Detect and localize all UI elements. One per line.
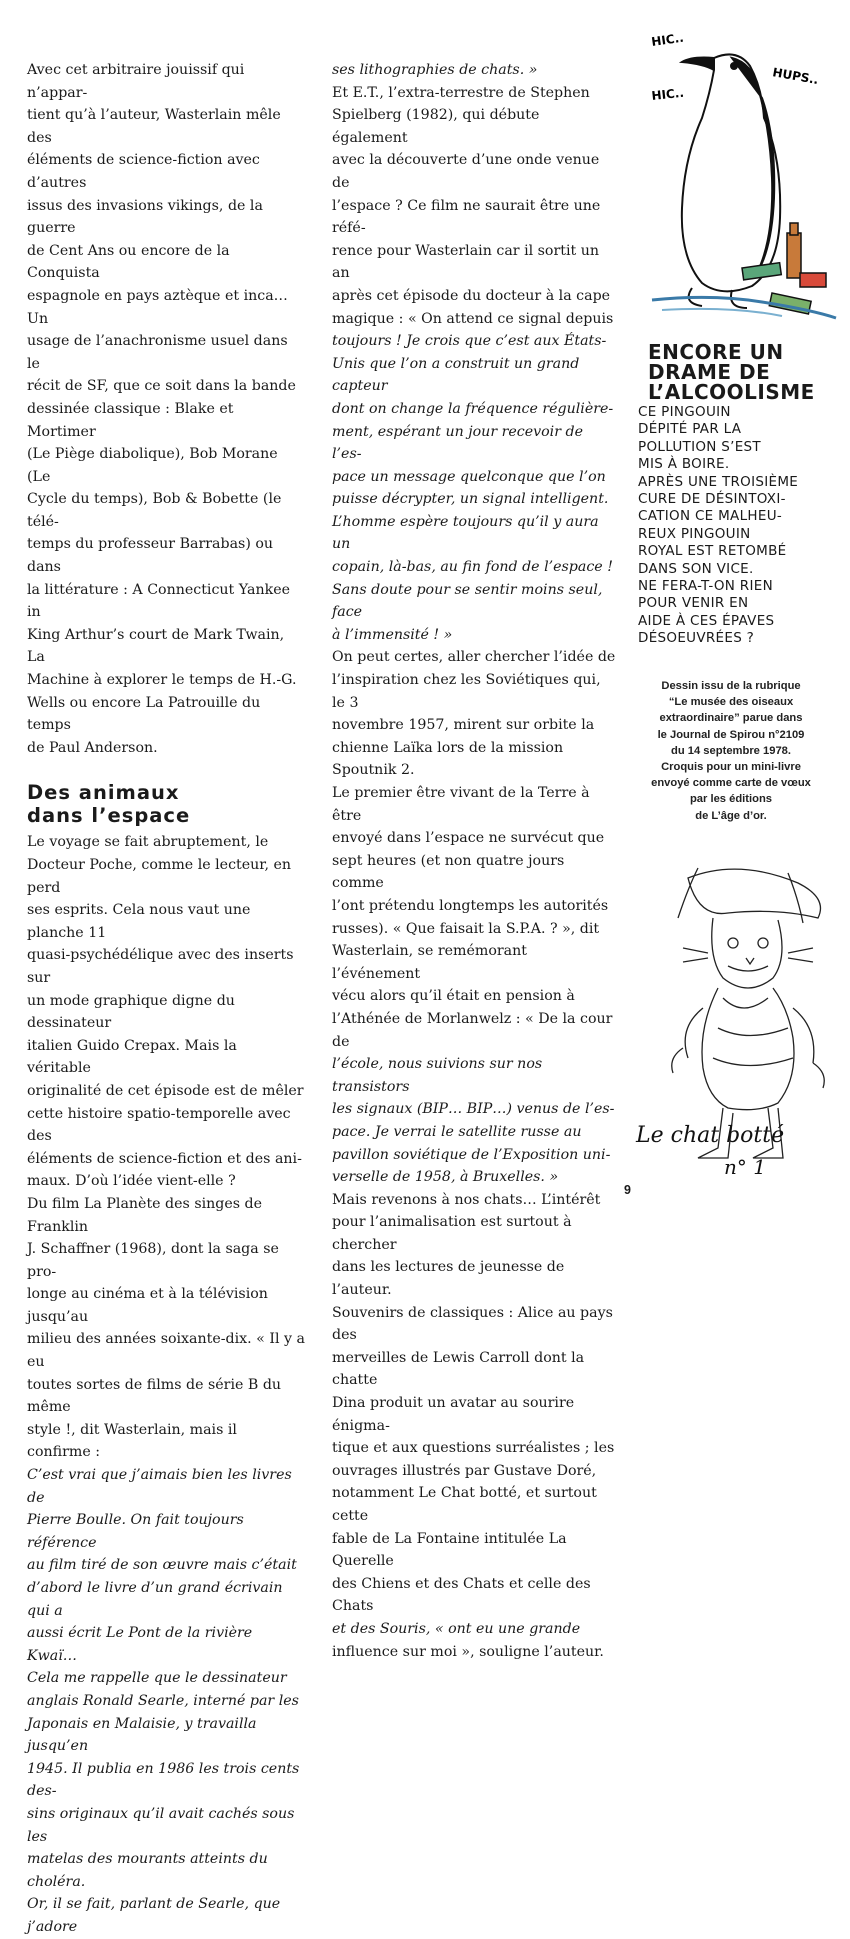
- comic-body-text: [638, 404, 834, 648]
- text-line: influence sur moi », souligne l’auteur.: [332, 1643, 604, 1660]
- text-line: à l’immensité ! »: [332, 626, 453, 643]
- text-line: notamment Le Chat botté, et surtout cette: [332, 1485, 597, 1524]
- text-line: pour l’animalisation est surtout à chercher: [332, 1214, 572, 1253]
- text-line: 1945. Il publia en 1986 les trois cents des-: [27, 1760, 300, 1800]
- comic-line: MIS À BOIRE.: [638, 456, 730, 473]
- text-line: avec la découverte d’une onde venue de: [332, 152, 600, 191]
- comic-line: APRÈS UNE TROISIÈME: [638, 473, 799, 490]
- text-line: Le voyage se fait abruptement, le: [27, 834, 269, 851]
- text-line: l’école, nous suivions sur nos transistors: [332, 1056, 543, 1095]
- text-line: russes). « Que faisait la S.P.A. ? », dit: [332, 920, 600, 937]
- text-line: éléments de science-fiction avec d’autres: [27, 152, 260, 191]
- text-line: ses lithographies de chats. »: [332, 62, 538, 78]
- text-line: Pierre Boulle. On fait toujours référence: [27, 1512, 244, 1551]
- comic-title: [648, 342, 838, 402]
- caption-line: du 14 septembre 1978.: [670, 744, 791, 757]
- text-line: chienne Laïka lors de la mission Spoutnik 2.: [332, 739, 564, 779]
- text-line: de Paul Anderson.: [27, 739, 158, 756]
- text-line: aussi écrit Le Pont de la rivière Kwaï…: [27, 1625, 253, 1664]
- text-line: verselle de 1958, à Bruxelles. »: [332, 1169, 559, 1186]
- text-line: Docteur Poche, comme le lecteur, en perd: [27, 857, 292, 896]
- text-line: Sans doute pour se sentir moins seul, face: [332, 581, 603, 621]
- text-line: cette histoire spatio-temporelle avec des: [27, 1105, 291, 1145]
- text-line: Cycle du temps), Bob & Bobette (le télé-: [27, 491, 282, 530]
- comic-line: POLLUTION S’EST: [638, 438, 761, 455]
- text-line: anglais Ronald Searle, interné par les: [27, 1692, 299, 1709]
- text-line: après cet épisode du docteur à la cape: [332, 287, 611, 304]
- text-line: toujours ! Je crois que c’est aux États-: [332, 333, 607, 350]
- text-line: espagnole en pays aztèque et inca… Un: [27, 287, 288, 327]
- text-line: issus des invasions vikings, de la guerre: [27, 197, 263, 237]
- text-line: dessinée classique : Blake et Mortimer: [27, 400, 234, 440]
- text-line: ouvrages illustrés par Gustave Doré,: [332, 1462, 597, 1479]
- text-column-left: [27, 59, 305, 1939]
- caption-line: “Le musée des oiseaux: [668, 696, 794, 709]
- heading-line: Des animaux: [27, 781, 180, 805]
- text-line: style !, dit Wasterlain, mais il confirme :: [27, 1421, 237, 1461]
- text-line: vécu alors qu’il était en pension à: [332, 988, 575, 1005]
- text-line: Cela me rappelle que le dessinateur: [27, 1670, 287, 1687]
- text-line: Du film La Planète des singes de Franklin: [27, 1195, 263, 1235]
- comic-line: CE PINGOUIN: [638, 404, 731, 420]
- text-line: pace un message quelconque que l’on: [332, 468, 606, 485]
- cat-figure: [672, 868, 825, 1158]
- comic-line: DANS SON VICE.: [638, 560, 754, 577]
- text-line: récit de SF, que ce soit dans la bande: [27, 378, 296, 395]
- caption-line: le Journal de Spirou n°2109: [657, 728, 805, 741]
- text-line: Or, il se fait, parlant de Searle, que j’adore: [27, 1896, 281, 1935]
- comic-title-line: L’ALCOOLISME: [648, 380, 815, 404]
- text-line: Wasterlain, se remémorant l’événement: [332, 943, 527, 982]
- text-line: envoyé dans l’espace ne survécut que: [332, 830, 605, 847]
- comic-line: NE FERA-T-ON RIEN: [638, 578, 773, 595]
- cartoon-sfx: HIC..: [650, 30, 685, 49]
- penguin-cartoon: [622, 18, 838, 338]
- text-line: maux. D’où l’idée vient-elle ?: [27, 1173, 236, 1190]
- comic-line: AIDE À CES ÉPAVES: [638, 612, 775, 629]
- cartoon-sfx: HIC..: [650, 85, 685, 103]
- text-line: magique : « On attend ce signal depuis: [332, 310, 614, 327]
- text-line: l’ont prétendu longtemps les autorités: [332, 897, 609, 914]
- page-number: 9: [624, 1183, 631, 1197]
- text-line: Machine à explorer le temps de H.-G.: [27, 672, 297, 689]
- heading-line: dans l’espace: [27, 804, 191, 828]
- comic-title-line: ENCORE UN: [648, 340, 784, 364]
- text-line: usage de l’anachronisme usuel dans le: [27, 333, 288, 372]
- text-line: C’est vrai que j’aimais bien les livres de: [27, 1467, 292, 1506]
- text-line: sins originaux qu’il avait cachés sous les: [27, 1805, 295, 1845]
- text-line: merveilles de Lewis Carroll dont la chatte: [332, 1349, 585, 1389]
- text-line: King Arthur’s court de Mark Twain, La: [27, 626, 285, 666]
- text-line: Dina produit un avatar au sourire énigma-: [332, 1395, 575, 1434]
- text-line: tient qu’à l’auteur, Wasterlain mêle des: [27, 107, 281, 146]
- text-column-middle: [332, 59, 616, 1663]
- comic-line: ROYAL EST RETOMBÉ: [638, 543, 787, 560]
- text-line: rence pour Wasterlain car il sortit un an: [332, 242, 599, 282]
- text-line: dans les lectures de jeunesse de l’auteur.: [332, 1259, 565, 1299]
- text-line: de Cent Ans ou encore de la Conquista: [27, 242, 230, 282]
- text-line: les signaux (BIP… BIP…) venus de l’es-: [332, 1101, 615, 1118]
- text-line: italien Guido Crepax. Mais la véritable: [27, 1037, 237, 1077]
- text-line: quasi-psychédélique avec des inserts sur: [27, 947, 294, 986]
- text-line: toutes sortes de films de série B du même: [27, 1376, 282, 1416]
- text-line: Unis que l’on a construit un grand capteur: [332, 355, 580, 395]
- caption-line: par les éditions: [689, 793, 773, 806]
- text-line: au film tiré de son œuvre mais c’était: [27, 1557, 297, 1574]
- text-line: Mais revenons à nos chats… L’intérêt: [332, 1191, 601, 1208]
- text-line: pace. Je verrai le satellite russe au: [332, 1123, 582, 1140]
- comic-title-line: DRAME DE: [648, 360, 771, 384]
- text-line: copain, là-bas, au fin fond de l’espace !: [332, 559, 613, 576]
- sketch-label: Le chat botté: [636, 1123, 785, 1148]
- text-line: Spielberg (1982), qui débute également: [332, 107, 540, 146]
- text-line: Le premier être vivant de la Terre à être: [332, 785, 590, 824]
- image-caption: [625, 678, 837, 824]
- text-line: des Chiens et des Chats et celle des Chats: [332, 1575, 591, 1615]
- text-line: et des Souris, « ont eu une grande: [332, 1620, 581, 1637]
- text-line: dont on change la fréquence régulière-: [332, 400, 614, 417]
- caption-line: de L’âge d’or.: [695, 809, 767, 822]
- comic-line: CURE DE DÉSINTOXI-: [638, 491, 786, 508]
- text-line: d’abord le livre d’un grand écrivain qui a: [27, 1580, 283, 1619]
- comic-line: POUR VENIR EN: [638, 595, 749, 612]
- text-line: tique et aux questions surréalistes ; les: [332, 1440, 615, 1457]
- text-line: l’Athénée de Morlanwelz : « De la cour de: [332, 1010, 613, 1050]
- comic-line: REUX PINGOUIN: [638, 525, 751, 542]
- text-line: ses esprits. Cela nous vaut une planche 11: [27, 902, 251, 941]
- comic-line: DÉSOEUVRÉES ?: [638, 630, 755, 647]
- text-line: temps du professeur Barrabas) ou dans: [27, 536, 274, 576]
- caption-line: Croquis pour un mini-livre: [661, 761, 801, 774]
- text-line: puisse décrypter, un signal intelligent.: [332, 491, 609, 508]
- comic-line: CATION CE MALHEU-: [638, 508, 783, 525]
- text-line: matelas des mourants atteints du choléra.: [27, 1851, 268, 1890]
- caption-line: Dessin issu de la rubrique: [661, 680, 801, 692]
- text-line: Japonais en Malaisie, y travailla jusqu’en: [27, 1715, 257, 1755]
- cartoon-sfx: HUPS..: [771, 65, 820, 88]
- text-line: longe au cinéma et à la télévision jusqu’au: [27, 1286, 268, 1325]
- section-heading: [27, 781, 305, 827]
- text-line: J. Schaffner (1968), dont la saga se pro-: [27, 1241, 279, 1280]
- text-line: Avec cet arbitraire jouissif qui n’appar-: [27, 62, 245, 101]
- text-line: éléments de science-fiction et des ani-: [27, 1150, 302, 1167]
- text-line: ment, espérant un jour recevoir de l’es-: [332, 423, 583, 463]
- text-line: Et E.T., l’extra-terrestre de Stephen: [332, 84, 590, 101]
- text-line: pavillon soviétique de l’Exposition uni-: [332, 1146, 611, 1163]
- text-line: Wells ou encore La Patrouille du temps: [27, 694, 261, 734]
- text-line: originalité de cet épisode est de mêler: [27, 1082, 304, 1099]
- text-line: la littérature : A Connecticut Yankee in: [27, 581, 290, 621]
- text-line: sept heures (et non quatre jours comme: [332, 852, 565, 892]
- paragraph-animals: [27, 831, 305, 1938]
- ice-ground: [662, 309, 782, 316]
- text-line: fable de La Fontaine intitulée La Querelle: [332, 1530, 567, 1570]
- comic-line: DÉPITÉ PAR LA: [638, 421, 742, 438]
- text-line: On peut certes, aller chercher l’idée de: [332, 649, 616, 666]
- text-line: Souvenirs de classiques : Alice au pays des: [332, 1304, 613, 1344]
- text-line: l’inspiration chez les Soviétiques qui, le 3: [332, 672, 601, 711]
- chat-botte-sketch: [628, 858, 838, 1178]
- text-line: (Le Piège diabolique), Bob Morane (Le: [27, 446, 278, 485]
- sketch-number: n° 1: [724, 1155, 766, 1178]
- caption-line: envoyé comme carte de vœux: [651, 777, 811, 790]
- text-line: milieu des années soixante-dix. « Il y a eu: [27, 1331, 306, 1371]
- text-line: L’homme espère toujours qu’il y aura un: [332, 513, 599, 553]
- text-line: novembre 1957, mirent sur orbite la: [332, 717, 595, 734]
- caption-line: extraordinaire” parue dans: [659, 712, 803, 725]
- text-line: un mode graphique digne du dessinateur: [27, 992, 235, 1032]
- paragraph-anachronism: [27, 59, 305, 759]
- text-line: l’espace ? Ce film ne saurait être une réfé-: [332, 197, 601, 237]
